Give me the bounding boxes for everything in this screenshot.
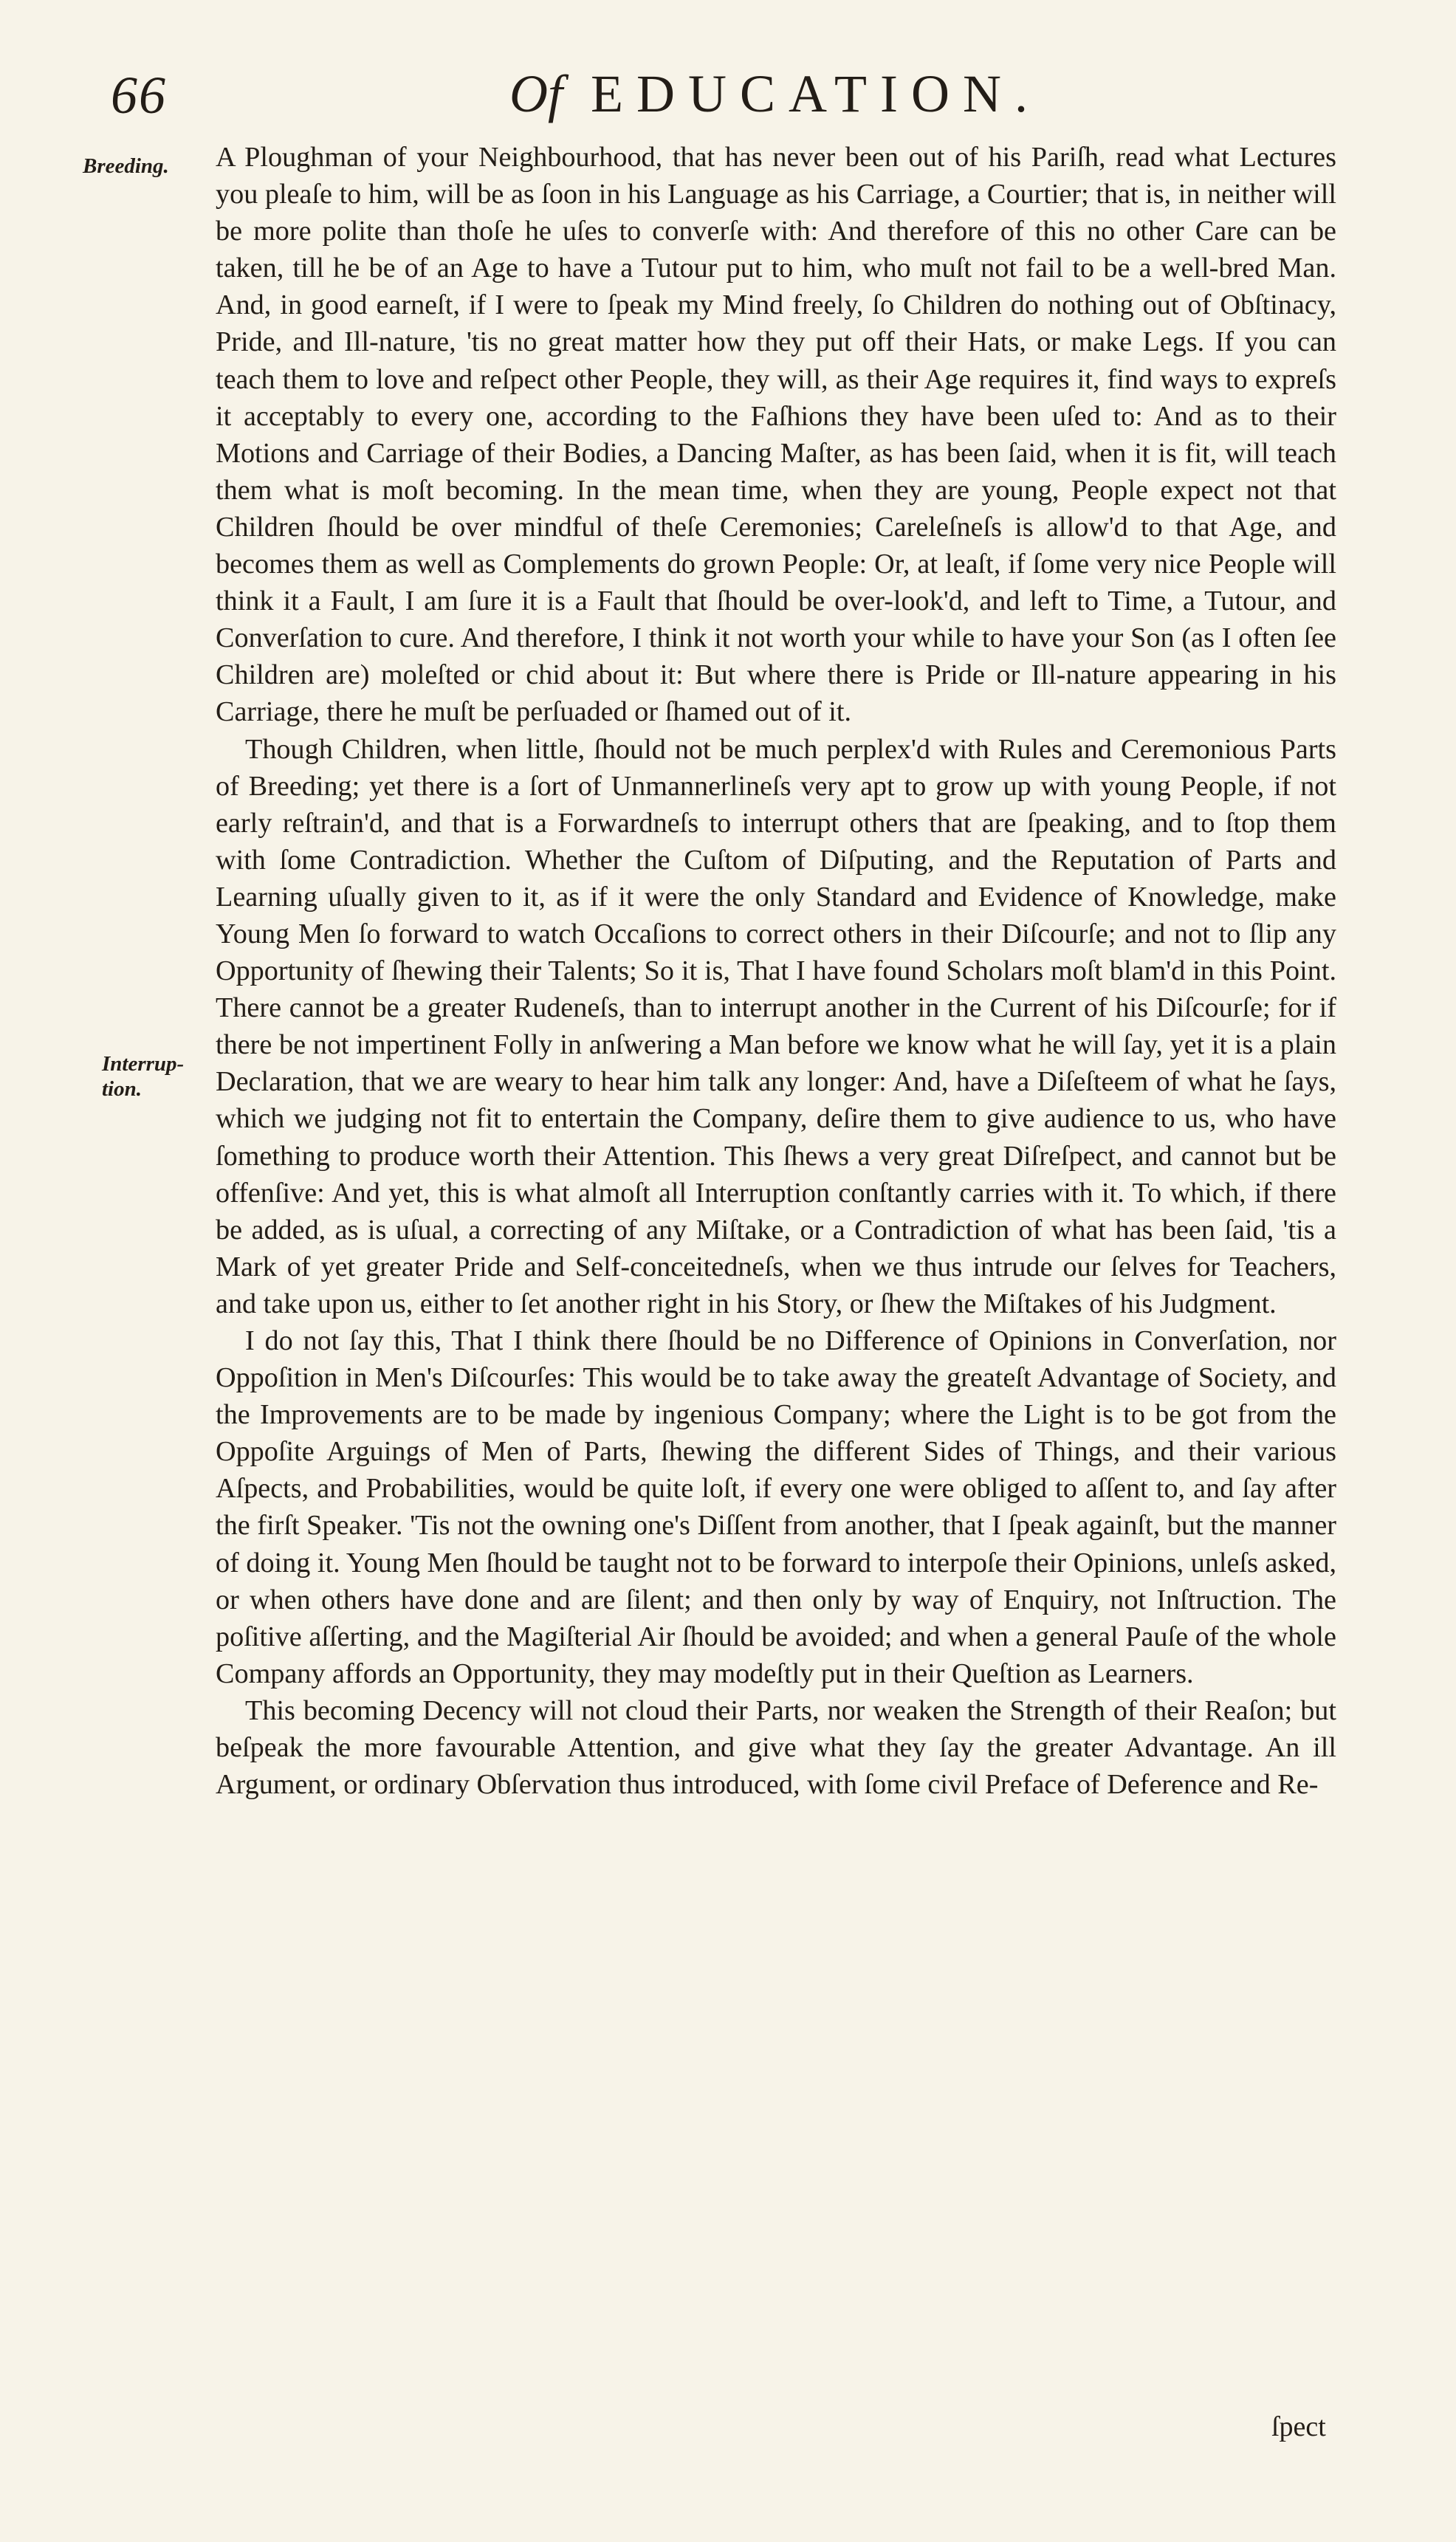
running-head — [509, 63, 1041, 125]
catchword: ſpect — [1271, 2411, 1326, 2442]
paragraph-1: A Ploughman of your Neighbourhood, that has never been out of his Pariſh, read what Lectures you pleaſe to him, will be as ſoon in his Language as his Carriage, a Courtier; that is, in neither will be more polite than thoſe he uſes to converſe with: And therefore of this no other Care can be taken, till he be of an Age to have a Tutour put to him, who muſt not fail to be a well-bred Man. And, in good earneſt, if I were to ſpeak my Mind freely, ſo Children do nothing out of Obſtinacy, Pride, and Ill-nature, 'tis no great matter how they put off their Hats, or make Legs. If you can teach them to love and reſpect other People, they will, as their Age requires it, find ways to expreſs it acceptably to every one, according to the Faſhions they have been uſed to: And as to their Motions and Carriage of their Bodies, a Dancing Maſter, as has been ſaid, when it is fit, will teach them what is moſt becoming. In the mean time, when they are young, People expect not that Children ſhould be over mindful of theſe Ceremonies; Careleſneſs is allow'd to that Age, and becomes them as well as Complements do grown People: Or, at leaſt, if ſome very nice People will think it a Fault, I am ſure it is a Fault that ſhould be over-look'd, and left to Time, a Tutour, and Converſation to cure. And therefore, I think it not worth your while to have your Son (as I often ſee Children are) moleſted or chid about it: But where there is Pride or Ill-nature appearing in his Carriage, there he muſt be perſuaded or ſhamed out of it. — [216, 142, 1336, 728]
paragraph-3: I do not ſay this, That I think there ſhould be no Difference of Opinions in Converſation, nor Oppoſition in Men's Diſcourſes: This would be to take away the greateſt Advantage of Society, and the Improvements are to be made by ingenious Company; where the Light is to be got from the Oppoſite Arguings of Men of Parts, ſhewing the different Sides of Things, and their various Aſpects, and Probabilities, would be quite loſt, if every one were obliged to aſſent to, and ſay after the firſt Speaker. 'Tis not the owning one's Diſſent from another, that I ſpeak againſt, but the manner of doing it. Young Men ſhould be taught not to be forward to interpoſe their Opinions, unleſs asked, or when others have done and are ſilent; and then only by way of Enquiry, not Inſtruction. The poſitive aſſerting, and the Magiſterial Air ſhould be avoided; and when a general Pauſe of the whole Company affords an Opportunity, they may modeſtly put in their Queſtion as Learners. — [216, 1325, 1336, 1689]
running-head-of: Of — [509, 64, 563, 123]
paragraph-2: Though Children, when little, ſhould not be much perplex'd with Rules and Ceremonious Parts of Breeding; yet there is a ſort of Unmannerlineſs very apt to grow up with young People, if not early reſtrain'd, and that is a Forwardneſs to interrupt others that are ſpeaking, and to ſtop them with ſome Contradiction. Whether the Cuſtom of Diſputing, and the Reputation of Parts and Learning uſually given to it, as if it were the only Standard and Evidence of Knowledge, make Young Men ſo forward to watch Occaſions to correct others in their Diſcourſe; and not to ſlip any Opportunity of ſhewing their Talents; So it is, That I have found Scholars moſt blam'd in this Point. There cannot be a greater Rudeneſs, than to interrupt another in the Current of his Diſcourſe; for if there be not impertinent Folly in anſwering a Man before we know what he will ſay, yet it is a plain Declaration, that we are weary to hear him talk any longer: And, have a Diſeſteem of what he ſays, which we judging not fit to entertain the Company, deſire them to give audience to us, who have ſomething to produce worth their Attention. This ſhews a very great Diſreſpect, and cannot but be offenſive: And yet, this is what almoſt all Interruption conſtantly carries with it. To which, if there be added, as is uſual, a correcting of any Miſtake, or a Contradiction of what has been ſaid, 'tis a Mark of yet greater Pride and Self-conceitedneſs, when we thus intrude our ſelves for Teachers, and take upon us, either to ſet another right in his Story, or ſhew the Miſtakes of his Judgment. — [216, 733, 1336, 1319]
paragraph-4: This becoming Decency will not cloud their Parts, nor weaken the Strength of their Reaſon; but beſpeak the more favourable Attention, and give what they ſay the greater Advantage. An ill Argument, or ordinary Obſervation thus introduced, with ſome civil Preface of Deference and Re- — [216, 1694, 1336, 1801]
running-head-title: EDUCATION. — [591, 64, 1041, 123]
margin-note-interruption: Interrup-tion. — [102, 1052, 185, 1101]
margin-note-breeding: Breeding. — [83, 154, 169, 178]
body-text — [216, 139, 1336, 1803]
page-number: 66 — [111, 66, 167, 125]
